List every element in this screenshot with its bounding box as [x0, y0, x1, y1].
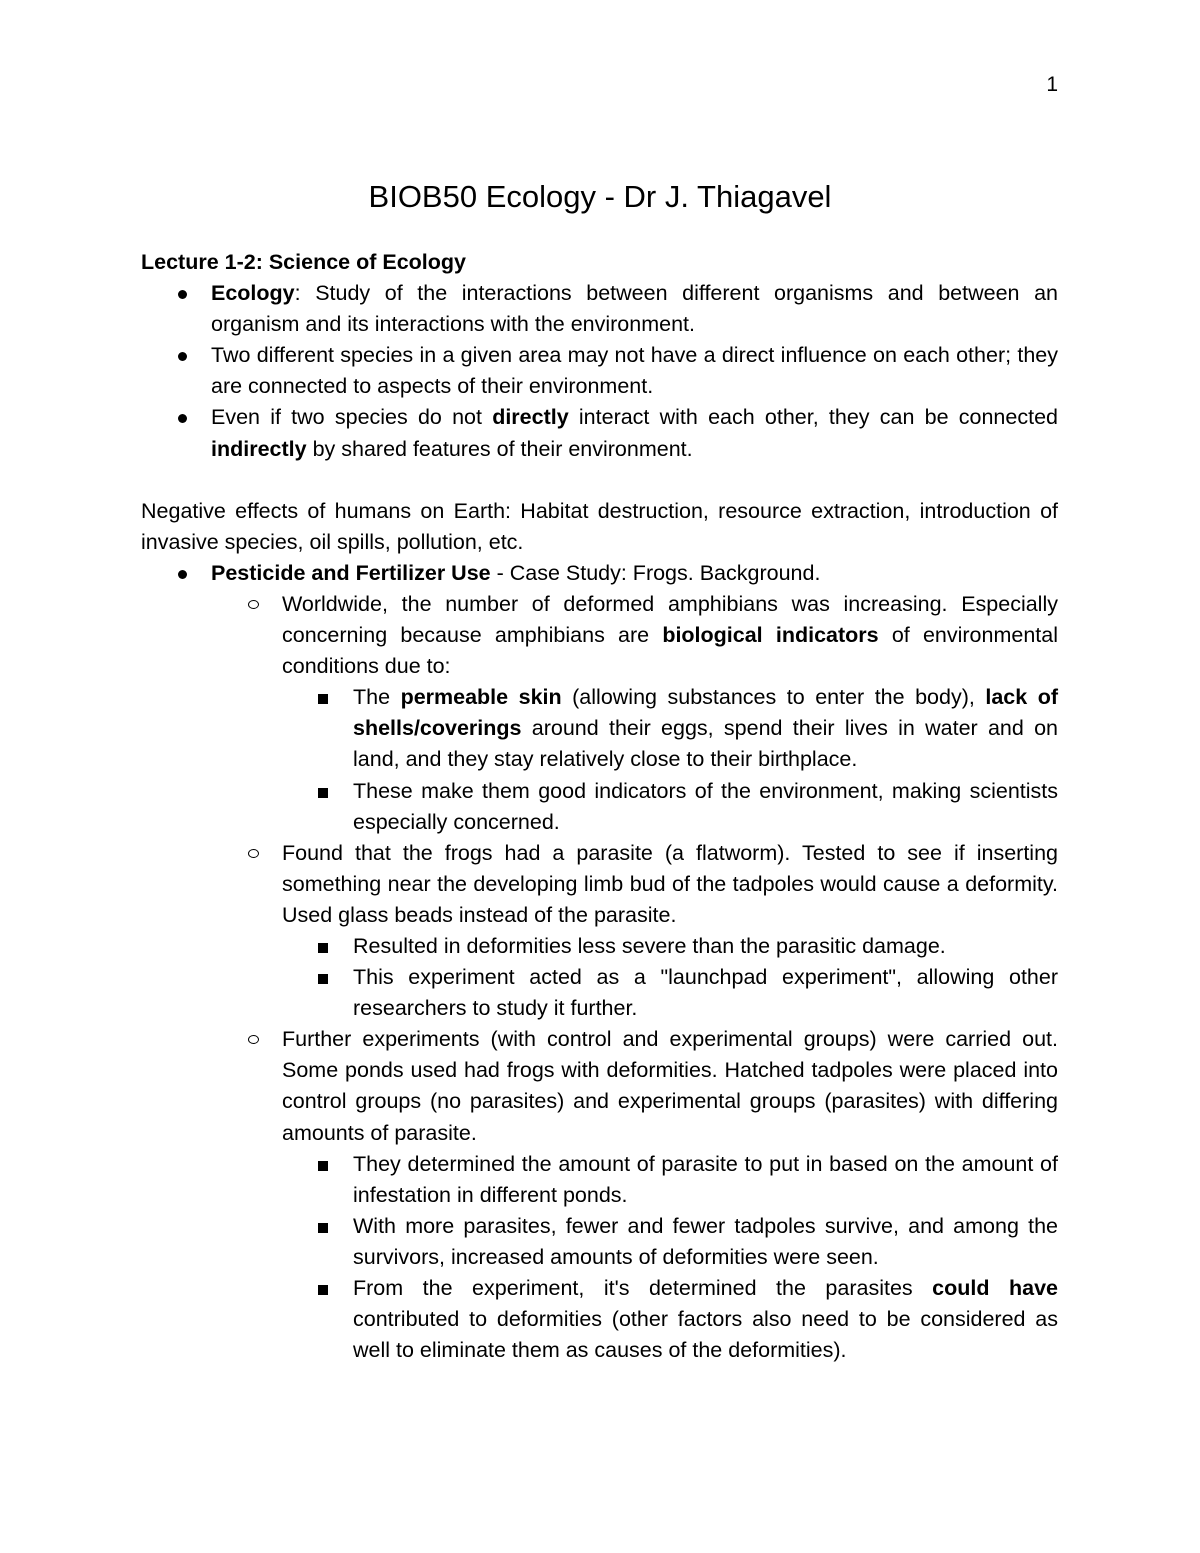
page-number: 1 — [1046, 73, 1058, 96]
list-item — [141, 278, 1058, 340]
item-text: This experiment acted as a "launchpad experiment", allowing other researchers to study it further. — [353, 965, 1058, 1021]
bullet-icon — [178, 570, 187, 579]
list-item — [282, 1149, 1058, 1211]
hollow-bullet-icon — [248, 849, 259, 858]
list-item — [211, 589, 1058, 838]
square-bullet-icon — [318, 974, 328, 984]
sub-sub-bullet-list — [282, 682, 1058, 837]
square-bullet-icon — [318, 1223, 328, 1233]
item-text: They determined the amount of parasite to put in based on the amount of infestation in different ponds. — [353, 1151, 1058, 1207]
item-text: Worldwide, the number of deformed amphibians was increasing. Especially concerning because amphibians are — [282, 591, 1058, 648]
item-text: Found that the frogs had a parasite (a flatworm). Tested to see if inserting something near the developing limb bud of the tadpoles would cause a deformity. Used glass beads instead of the parasite. — [282, 840, 1058, 927]
list-item — [282, 931, 1058, 962]
list-item — [282, 682, 1058, 775]
item-text: contributed to deformities (other factors also need to be considered as well to eliminate them as causes of the deformities). — [353, 1307, 1058, 1363]
item-text: : Study of the interactions between different organisms and between an organism and its interactions with the environment. — [211, 281, 1058, 337]
item-text: These make them good indicators of the environment, making scientists especially concerned. — [353, 778, 1058, 834]
case-study-title: Pesticide and Fertilizer Use — [211, 560, 491, 585]
item-text: (allowing substances to enter the body), — [561, 685, 986, 710]
sub-sub-bullet-list — [282, 1149, 1058, 1367]
item-text: From the experiment, it's determined the parasites — [353, 1276, 933, 1300]
section-heading: Lecture 1-2: Science of Ecology — [141, 250, 466, 274]
sub-sub-bullet-list — [282, 931, 1058, 1024]
list-item — [211, 1024, 1058, 1366]
bullet-icon — [178, 414, 187, 423]
item-text: of environmental conditions due to: — [282, 623, 1058, 679]
list-item — [211, 838, 1058, 1025]
document-title: BIOB50 Ecology - Dr J. Thiagavel — [368, 179, 832, 214]
term-ecology: Ecology — [211, 281, 295, 306]
list-item — [141, 558, 1058, 1366]
list-item — [141, 340, 1058, 402]
item-text: Even if two species do not — [211, 405, 493, 430]
intro-bullet-list — [141, 278, 1058, 465]
square-bullet-icon — [318, 1161, 328, 1171]
item-text: The — [353, 685, 401, 710]
sub-bullet-list — [211, 589, 1058, 1366]
list-item — [282, 1273, 1058, 1366]
square-bullet-icon — [318, 1285, 328, 1295]
item-text: Resulted in deformities less severe than the parasitic damage. — [353, 933, 946, 958]
case-study-list — [141, 558, 1058, 1366]
list-item — [282, 962, 1058, 1024]
bold-text: directly — [492, 405, 569, 430]
bold-text: biological indicators — [662, 623, 879, 648]
list-item — [282, 776, 1058, 838]
item-text: Two different species in a given area may not have a direct influence on each other; they are connected to aspects of their environment. — [211, 343, 1058, 399]
bullet-icon — [178, 290, 187, 299]
spacer — [141, 465, 1058, 496]
item-text: With more parasites, fewer and fewer tadpoles survive, and among the survivors, increased amounts of deformities were seen. — [353, 1213, 1058, 1269]
square-bullet-icon — [318, 943, 328, 953]
bullet-icon — [178, 352, 187, 361]
item-text: - Case Study: Frogs. Background. — [490, 560, 821, 585]
bold-text: permeable skin — [400, 685, 562, 710]
negative-effects-paragraph: Negative effects of humans on Earth: Habitat destruction, resource extraction, introduction of invasive species, oil spills, pollution, etc. — [141, 498, 1058, 554]
bold-text: lack of shells/coverings — [353, 685, 1059, 741]
square-bullet-icon — [318, 694, 328, 704]
list-item — [282, 1211, 1058, 1273]
square-bullet-icon — [318, 788, 328, 798]
document-body — [141, 247, 1058, 1366]
item-text: interact with each other, they can be connected — [568, 405, 1058, 430]
bold-text: indirectly — [211, 436, 307, 461]
item-text: around their eggs, spend their lives in water and on land, and they stay relatively close to their birthplace. — [353, 716, 1058, 772]
hollow-bullet-icon — [248, 1035, 259, 1044]
list-item — [141, 402, 1058, 464]
item-text: Further experiments (with control and experimental groups) were carried out. Some ponds used had frogs with deformities. Hatched tadpoles were placed into control groups (no parasites) and experimental groups (parasites) with differing amounts of parasite. — [282, 1027, 1058, 1145]
bold-text: could have — [932, 1276, 1058, 1300]
hollow-bullet-icon — [248, 600, 259, 609]
item-text: by shared features of their environment. — [306, 436, 693, 461]
